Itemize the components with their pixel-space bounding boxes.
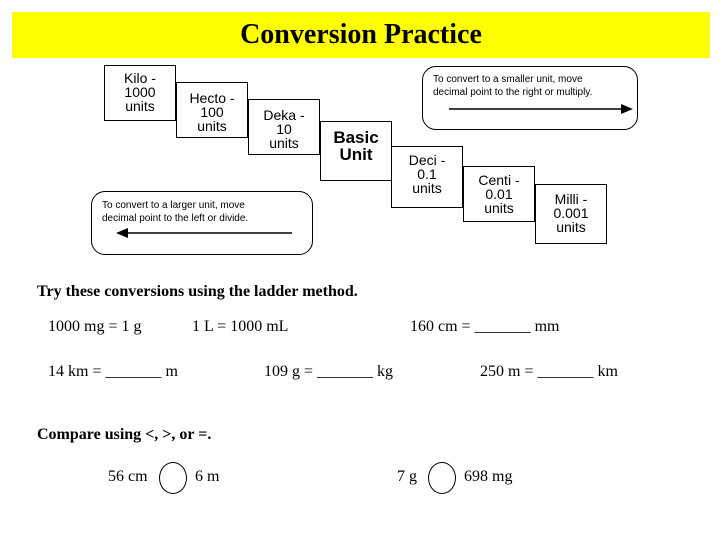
step-name: Centi - — [478, 172, 520, 188]
ladder-step-hecto — [176, 82, 248, 138]
step-unit: Unit — [339, 145, 373, 164]
problem-2: 1 L = 1000 mL — [192, 318, 289, 335]
compare-heading: Compare using <, >, or =. — [37, 426, 212, 443]
note-larger-unit — [91, 191, 313, 255]
comparison-answer-circle[interactable] — [159, 462, 187, 494]
comparison-left: 7 g — [397, 468, 417, 485]
ladder-step-centi — [463, 166, 535, 222]
problem-5: 109 g = _______ kg — [264, 363, 394, 380]
comparison-left: 56 cm — [108, 468, 148, 485]
comparison-answer-circle[interactable] — [428, 462, 456, 494]
left-arrow-icon — [116, 227, 292, 239]
step-name: Hecto - — [189, 90, 235, 106]
note-line: decimal point to the right or multiply. — [433, 87, 593, 98]
note-line: decimal point to the left or divide. — [102, 213, 249, 224]
step-unit: units — [484, 200, 514, 216]
step-name: Deci - — [408, 152, 446, 168]
step-unit: units — [412, 180, 442, 196]
step-unit: units — [269, 135, 299, 151]
comparison-right: 698 mg — [464, 468, 513, 485]
step-amount: 1000 — [124, 84, 156, 100]
step-amount: 0.1 — [417, 166, 437, 182]
step-name: Deka - — [263, 107, 305, 123]
title-banner — [12, 12, 710, 58]
ladder-step-basic-unit — [320, 121, 392, 181]
step-amount: 10 — [276, 121, 292, 137]
note-line: To convert to a smaller unit, move — [433, 74, 583, 85]
step-amount: 0.001 — [553, 205, 589, 221]
page-title: Conversion Practice — [240, 19, 482, 50]
step-unit: units — [197, 118, 227, 134]
comparison-right: 6 m — [195, 468, 220, 485]
step-amount: 100 — [200, 104, 224, 120]
instructions: Try these conversions using the ladder method. — [37, 283, 358, 300]
step-unit: units — [556, 219, 586, 235]
problem-4: 14 km = _______ m — [48, 363, 178, 380]
ladder-step-deci — [391, 146, 463, 208]
problem-3: 160 cm = _______ mm — [410, 318, 560, 335]
note-smaller-unit — [422, 66, 638, 130]
right-arrow-icon — [449, 103, 633, 115]
step-name: Kilo - — [124, 70, 156, 86]
step-unit: units — [125, 98, 155, 114]
note-line: To convert to a larger unit, move — [102, 200, 245, 211]
step-amount: 0.01 — [485, 186, 513, 202]
step-name: Milli - — [554, 191, 588, 207]
problem-1: 1000 mg = 1 g — [48, 318, 142, 335]
ladder-step-kilo — [104, 65, 176, 121]
step-name: Basic — [333, 128, 379, 147]
problem-6: 250 m = _______ km — [480, 363, 618, 380]
ladder-step-milli — [535, 184, 607, 244]
ladder-step-deka — [248, 99, 320, 155]
